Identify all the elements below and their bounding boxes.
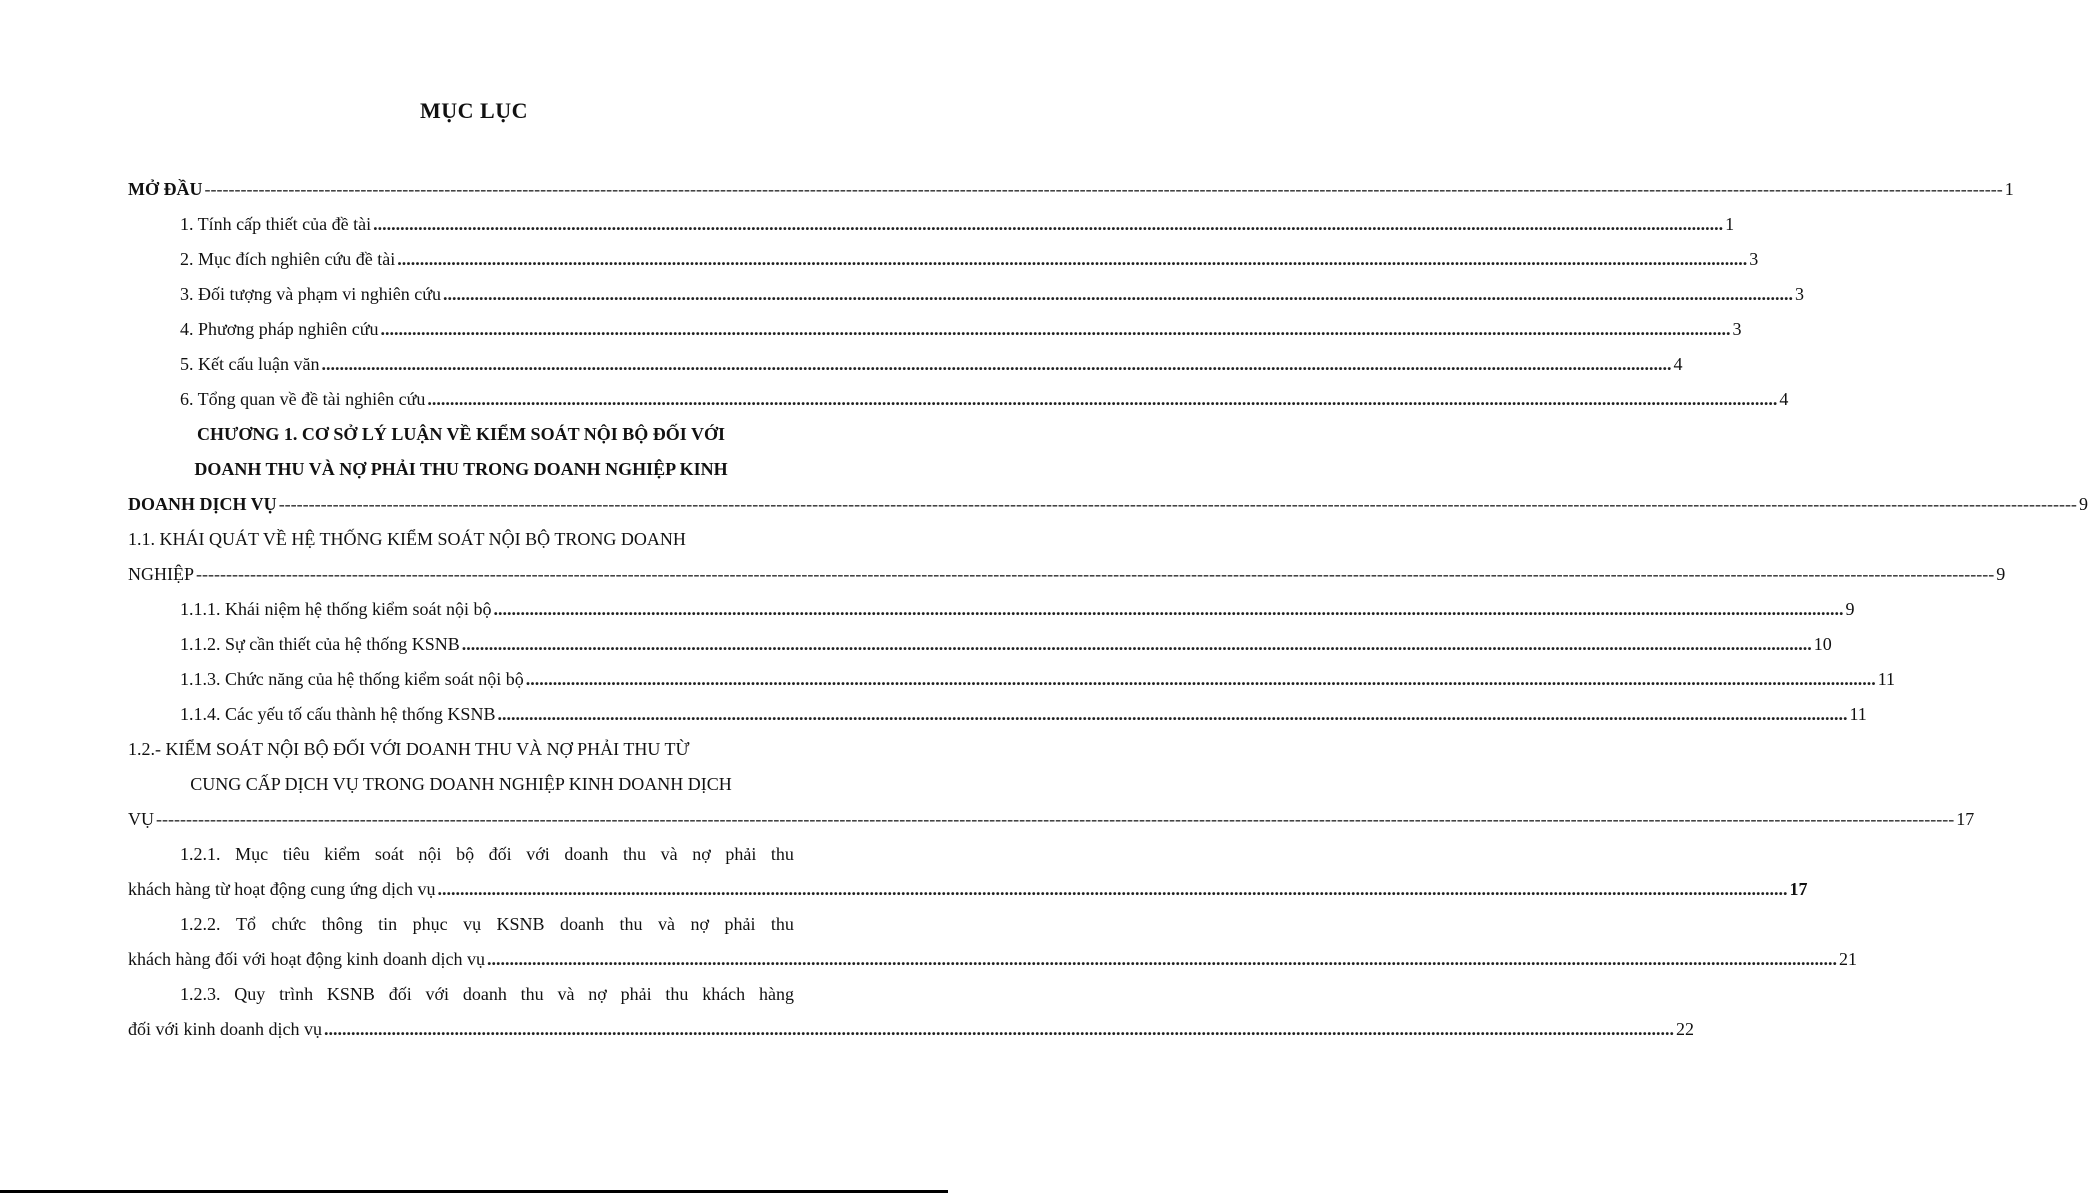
toc-word: kiểm [324, 844, 361, 864]
toc-entry-text: 6. Tổng quan về đề tài nghiên cứu [180, 389, 426, 409]
toc-entry-1-2-3-line-1 [128, 984, 794, 1019]
toc-word: phải [725, 844, 757, 864]
toc-leader: ............................................................................................................................................................................................................................................................................................................ [397, 249, 1748, 269]
toc-entry-1-1-2 [128, 634, 1832, 669]
toc-word: doanh [462, 984, 507, 1004]
toc-leader: ------------------------------------------------------------------------------------------------------------------------------------------------------------------------------------------------------------------------------------------------------------------------------------------------------------ [156, 809, 1955, 829]
toc-entry-1-2-3 [128, 1019, 1695, 1054]
toc-page-number: 3 [1732, 319, 1742, 339]
toc-word: vụ [463, 914, 482, 934]
toc-page-number: 9 [2078, 494, 2088, 514]
toc-word: Tổ [235, 914, 256, 934]
toc-page-number: 4 [1673, 354, 1683, 374]
toc-leader: ............................................................................................................................................................................................................................................................................................................ [497, 704, 1848, 724]
toc-entry-1 [128, 214, 1735, 249]
toc-page-number: 9 [1845, 599, 1855, 619]
toc-word: nợ [690, 914, 709, 934]
toc-entry-text: 1.1.3. Chức năng của hệ thống kiểm soát nội bộ [180, 669, 524, 689]
toc-word: trình [279, 984, 314, 1004]
toc-entry-1-1-3 [128, 669, 1896, 704]
section-1-1-heading-line-1: 1.1. KHÁI QUÁT VỀ HỆ THỐNG KIỂM SOÁT NỘI BỘ TRONG DOANH [128, 529, 686, 549]
toc-leader: ............................................................................................................................................................................................................................................................................................................ [380, 319, 1731, 339]
page-title: MỤC LỤC [420, 98, 528, 123]
toc-leader: ............................................................................................................................................................................................................................................................................................................ [486, 949, 1837, 969]
toc-leader: ............................................................................................................................................................................................................................................................................................................ [427, 389, 1778, 409]
toc-word: thông [321, 914, 363, 934]
toc-entry-text: 4. Phương pháp nghiên cứu [180, 319, 379, 339]
toc-entry-5 [128, 354, 1683, 389]
toc-leader: ------------------------------------------------------------------------------------------------------------------------------------------------------------------------------------------------------------------------------------------------------------------------------------------------------------ [204, 179, 2003, 199]
toc-leader: ............................................................................................................................................................................................................................................................................................................ [461, 634, 1812, 654]
toc-entry-3 [128, 284, 1804, 319]
toc-entry-text: 2. Mục đích nghiên cứu đề tài [180, 249, 396, 269]
toc-word: thu [665, 984, 689, 1004]
toc-word: khách [702, 984, 746, 1004]
section-1-2-heading-line-1: 1.2.- KIỂM SOÁT NỘI BỘ ĐỐI VỚI DOANH THU VÀ NỢ PHẢI THU TỪ [128, 739, 690, 759]
chapter-1-heading-line-2: DOANH THU VÀ NỢ PHẢI THU TRONG DOANH NGHIỆP KINH [194, 459, 728, 479]
toc-word: thu [520, 984, 544, 1004]
toc-entry-text: NGHIỆP [128, 564, 194, 584]
toc-entry-text: VỤ [128, 809, 154, 829]
toc-entry-1-1-4 [128, 704, 1867, 739]
toc-page-number: 22 [1676, 1019, 1695, 1039]
toc-entry-text: khách hàng từ hoạt động cung ứng dịch vụ [128, 879, 436, 899]
toc-leader: ............................................................................................................................................................................................................................................................................................................ [525, 669, 1876, 689]
toc-word: đối [388, 984, 412, 1004]
toc-word: KSNB [496, 914, 545, 934]
toc-word: nội [418, 844, 442, 864]
toc-leader: ............................................................................................................................................................................................................................................................................................................ [437, 879, 1788, 899]
toc-word: tiêu [282, 844, 310, 864]
toc-entry-section-1-2 [128, 809, 1975, 844]
toc-entry-4 [128, 319, 1742, 354]
toc-word: nợ [692, 844, 711, 864]
toc-word: phải [724, 914, 756, 934]
toc-word: KSNB [326, 984, 375, 1004]
toc-word: thu [619, 914, 643, 934]
toc-entry-1-2-2-line-1 [128, 914, 794, 949]
toc-page-number: 21 [1838, 949, 1857, 969]
toc-word: thu [770, 844, 794, 864]
toc-page-number: 1 [2004, 179, 2014, 199]
toc-page-number: 9 [1996, 564, 2006, 584]
toc-word: thu [623, 844, 647, 864]
toc-word: phục [412, 914, 448, 934]
toc-page-number: 17 [1789, 879, 1808, 899]
toc-entry-1-2-1-line-1 [128, 844, 794, 879]
toc-word: soát [374, 844, 404, 864]
toc-leader: ............................................................................................................................................................................................................................................................................................................ [324, 1019, 1675, 1039]
toc-leader: ............................................................................................................................................................................................................................................................................................................ [443, 284, 1793, 304]
toc-entry-text: 1.1.1. Khái niệm hệ thống kiểm soát nội bộ [180, 599, 492, 619]
toc-word: chức [271, 914, 307, 934]
toc-word: với [526, 844, 550, 864]
toc-word: thu [770, 914, 794, 934]
toc-word: và [657, 914, 675, 934]
toc-word: với [425, 984, 450, 1004]
toc-word: 1.2.3. [180, 984, 221, 1004]
toc-leader: ............................................................................................................................................................................................................................................................................................................ [493, 599, 1844, 619]
toc-word: tin [378, 914, 398, 934]
toc-word: nợ [588, 984, 607, 1004]
toc-entry-text: 1. Tính cấp thiết của đề tài [180, 214, 372, 234]
toc-entry-chapter-1 [128, 494, 2088, 529]
toc-page-number: 10 [1813, 634, 1832, 654]
toc-word: và [557, 984, 575, 1004]
toc-entry-text: 1.1.4. Các yếu tố cấu thành hệ thống KSNB [180, 704, 496, 724]
toc-entry-1-2-2 [128, 949, 1857, 984]
toc-entry-text: 5. Kết cấu luận văn [180, 354, 320, 374]
bottom-border-line [0, 1190, 948, 1193]
toc-word: 1.2.1. [180, 844, 221, 864]
toc-leader: ............................................................................................................................................................................................................................................................................................................ [373, 214, 1724, 234]
toc-entry-text: 1.1.2. Sự cần thiết của hệ thống KSNB [180, 634, 460, 654]
toc-page-number: 17 [1956, 809, 1975, 829]
toc-entry-text: đối với kinh doanh dịch vụ [128, 1019, 323, 1039]
toc-word: bộ [456, 844, 475, 864]
toc-entry-mo-dau [128, 179, 2014, 214]
toc-word: hàng [758, 984, 794, 1004]
toc-entry-6 [128, 389, 1789, 424]
toc-word: Quy [234, 984, 266, 1004]
toc-word: 1.2.2. [180, 914, 221, 934]
toc-word: và [660, 844, 678, 864]
toc-entry-2 [128, 249, 1759, 284]
toc-entry-1-2-1 [128, 879, 1808, 914]
toc-entry-1-1-1 [128, 599, 1855, 634]
toc-word: phải [620, 984, 652, 1004]
toc-entry-text: khách hàng đối với hoạt động kinh doanh dịch vụ [128, 949, 485, 969]
table-of-contents [128, 179, 2088, 1054]
toc-leader: ------------------------------------------------------------------------------------------------------------------------------------------------------------------------------------------------------------------------------------------------------------------------------------------------------------ [196, 564, 1995, 584]
toc-word: đối [488, 844, 512, 864]
toc-leader: ............................................................................................................................................................................................................................................................................................................ [321, 354, 1672, 374]
chapter-1-heading-line-1: CHƯƠNG 1. CƠ SỞ LÝ LUẬN VỀ KIỂM SOÁT NỘI BỘ ĐỐI VỚI [197, 424, 725, 444]
toc-page-number: 11 [1877, 669, 1896, 689]
toc-page-number: 1 [1725, 214, 1735, 234]
toc-word: doanh [564, 844, 609, 864]
toc-word: Mục [235, 844, 269, 864]
toc-page-number: 4 [1779, 389, 1789, 409]
toc-entry-text: MỞ ĐẦU [128, 179, 203, 199]
toc-word: doanh [560, 914, 605, 934]
toc-page-number: 3 [1795, 284, 1804, 304]
toc-entry-text: DOANH DỊCH VỤ [128, 494, 277, 514]
section-1-2-heading-line-2: CUNG CẤP DỊCH VỤ TRONG DOANH NGHIỆP KINH DOANH DỊCH [190, 774, 732, 794]
toc-entry-text: 3. Đối tượng và phạm vi nghiên cứu [180, 284, 441, 304]
toc-leader: ------------------------------------------------------------------------------------------------------------------------------------------------------------------------------------------------------------------------------------------------------------------------------------------------------------ [278, 494, 2077, 514]
toc-page-number: 3 [1749, 249, 1759, 269]
toc-entry-section-1-1 [128, 564, 2006, 599]
toc-page-number: 11 [1849, 704, 1867, 724]
